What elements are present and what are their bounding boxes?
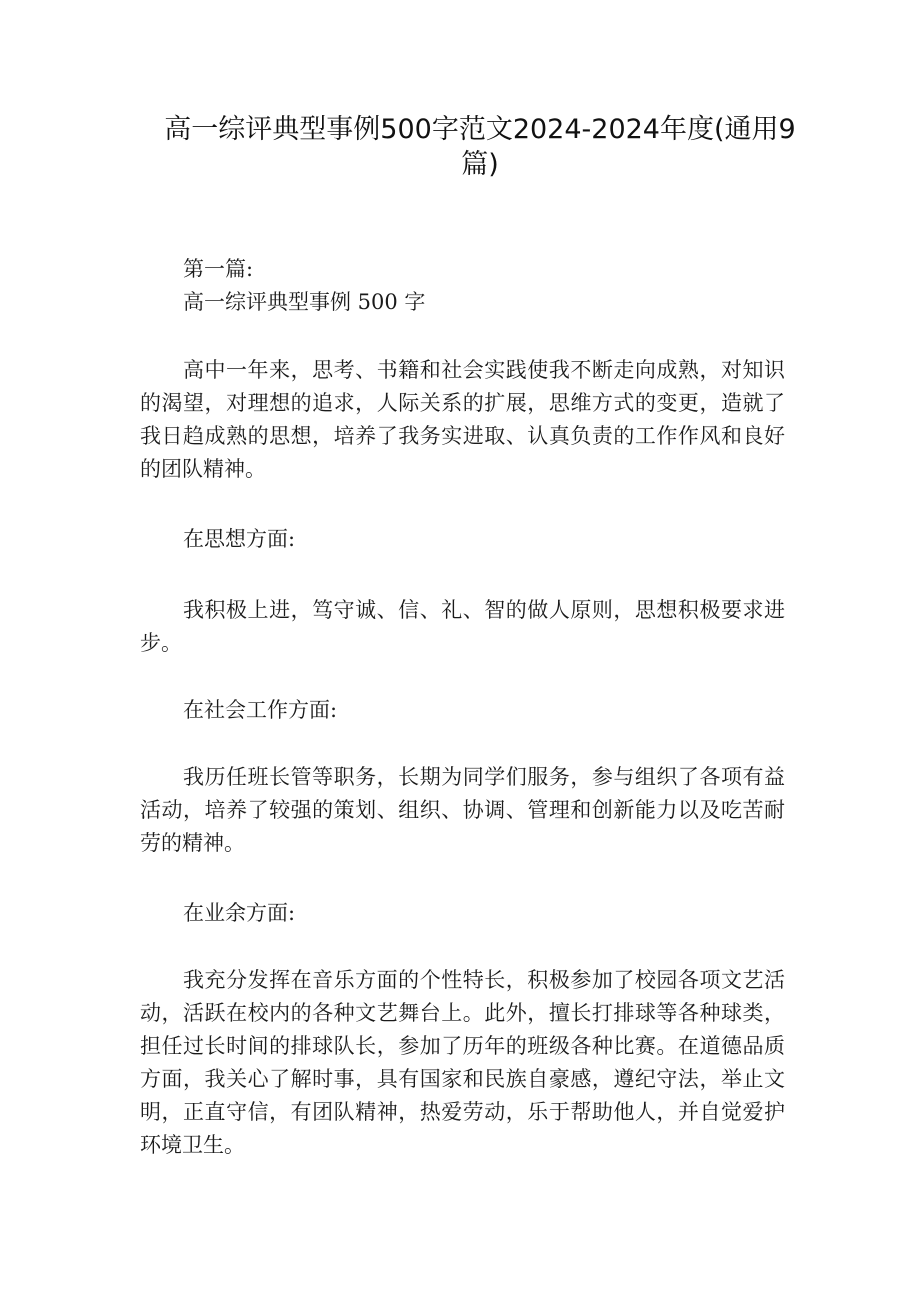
heading-social-work: 在社会工作方面:: [183, 698, 338, 722]
heading-leisure: 在业余方面:: [183, 901, 296, 925]
section-label: 第一篇:: [183, 257, 254, 281]
document-title: 高一综评典型事例500字范文2024-2024年度(通用9篇): [164, 114, 796, 180]
paragraph-leisure: 我充分发挥在音乐方面的个性特长，积极参加了校园各项文艺活动，活跃在校内的各种文艺舞台上。此外，擅长打排球等各种球类，担任过长时间的排球队长，参加了历年的班级各种比赛。在道德品质方面，我关心了解时事，具有国家和民族自豪感，遵纪守法，举止文明，正直守信，有团队精神，热爱劳动，乐于帮助他人，并自觉爱护环境卫生。: [140, 968, 785, 1157]
section-title: 高一综评典型事例 500 字: [183, 290, 426, 314]
paragraph-social-work: 我历任班长管等职务，长期为同学们服务，参与组织了各项有益活动，培养了较强的策划、组织、协调、管理和创新能力以及吃苦耐劳的精神。: [140, 765, 785, 855]
heading-thought: 在思想方面:: [183, 527, 296, 551]
paragraph-intro: 高中一年来，思考、书籍和社会实践使我不断走向成熟，对知识的渴望，对理想的追求，人际关系的扩展，思维方式的变更，造就了我日趋成熟的思想，培养了我务实进取、认真负责的工作作风和良好的团队精神。: [140, 358, 785, 481]
paragraph-thought: 我积极上进，笃守诚、信、礼、智的做人原则，思想积极要求进步。: [140, 598, 785, 655]
